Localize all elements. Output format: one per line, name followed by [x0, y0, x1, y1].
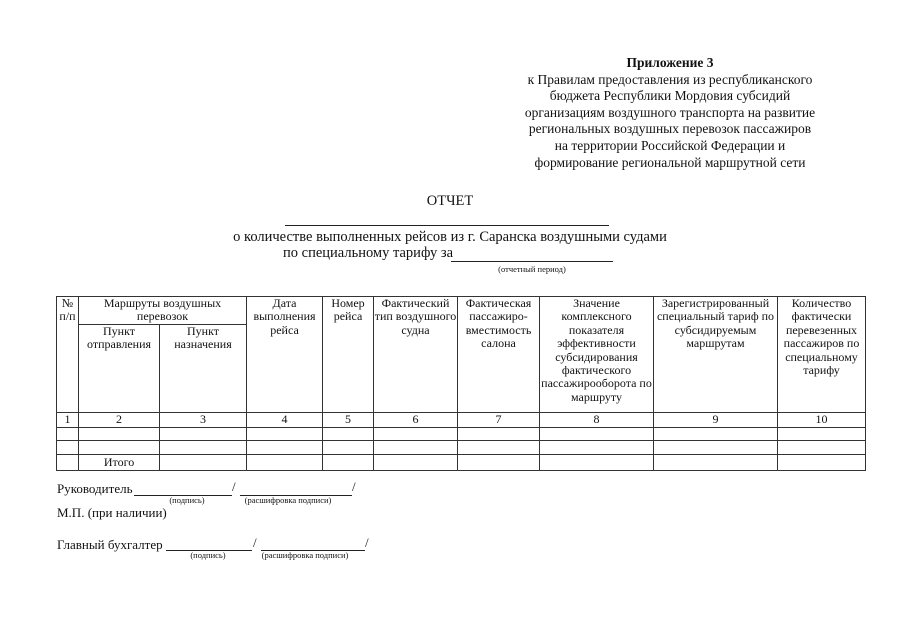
head-label: Руководитель — [57, 481, 133, 496]
column-number: 2 — [79, 413, 160, 428]
period-caption: (отчетный период) — [498, 264, 566, 274]
header-capacity: Фактическая пассажиро-вместимость салона — [458, 297, 540, 413]
appendix-block — [470, 55, 870, 171]
column-number: 9 — [654, 413, 778, 428]
total-label: Итого — [79, 455, 160, 471]
column-number: 10 — [778, 413, 866, 428]
header-routes: Маршруты воздушных перевозок — [79, 297, 247, 325]
report-subtitle-line1: о количестве выполненных рейсов из г. Саранска воздушными судами — [233, 229, 667, 245]
report-subtitle-line2: по специальному тарифу за — [283, 245, 454, 261]
appendix-line: формирование региональной маршрутной сети — [534, 154, 806, 170]
transcript-caption: (расшифровка подписи) — [261, 550, 349, 560]
appendix-title: Приложение 3 — [626, 55, 714, 70]
stamp-label: М.П. (при наличии) — [57, 505, 167, 520]
appendix-line: на территории Российской Федерации и — [554, 137, 786, 153]
appendix-line: организациям воздушного транспорта на развитие — [524, 104, 816, 120]
accountant-label: Главный бухгалтер — [57, 537, 163, 552]
header-flight-number: Номер рейса — [323, 297, 374, 413]
header-date: Дата выполнения рейса — [247, 297, 323, 413]
header-num: № п/п — [57, 297, 79, 413]
table-row — [57, 441, 866, 455]
column-number: 5 — [323, 413, 374, 428]
header-passengers: Количество фактически перевезенных пассажиров по специальному тарифу — [778, 297, 866, 413]
period-fill-line — [451, 261, 613, 262]
column-number: 1 — [57, 413, 79, 428]
column-number: 6 — [374, 413, 458, 428]
slash: / — [232, 479, 236, 494]
appendix-line: региональных воздушных перевозок пассажиров — [528, 121, 812, 137]
signature-caption: (подпись) — [169, 495, 205, 505]
report-title: ОТЧЕТ — [426, 193, 474, 209]
table-row — [57, 428, 866, 441]
transcript-caption: (расшифровка подписи) — [244, 495, 332, 505]
header-aircraft-type: Фактический тип воздушного судна — [374, 297, 458, 413]
report-title-underline — [285, 225, 609, 226]
appendix-line: бюджета Республики Мордовия субсидий — [549, 88, 791, 104]
slash: / — [365, 535, 369, 550]
appendix-line: к Правилам предоставления из республиканского — [527, 71, 813, 87]
header-tariff: Зарегистрированный специальный тариф по субсидируемым маршрутам — [654, 297, 778, 413]
signature-caption: (подпись) — [190, 550, 226, 560]
column-number: 4 — [247, 413, 323, 428]
total-row — [57, 455, 866, 471]
slash: / — [253, 535, 257, 550]
report-table — [56, 296, 866, 471]
column-number: 8 — [540, 413, 654, 428]
column-number: 3 — [160, 413, 247, 428]
header-departure: Пункт отправления — [79, 325, 160, 413]
column-number: 7 — [458, 413, 540, 428]
header-efficiency: Значение комплексного показателя эффективности субсидирования фактического пассажирооборота по маршруту — [540, 297, 654, 413]
slash: / — [352, 479, 356, 494]
header-destination: Пункт назначения — [160, 325, 247, 413]
